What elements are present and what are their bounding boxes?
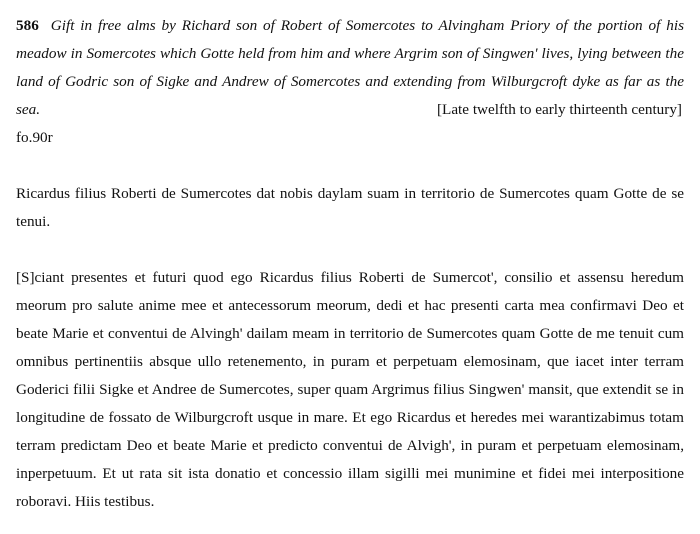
charter-text: [S]ciant presentes et futuri quod ego Ricardus filius Roberti de Sumercot', consilio et assensu heredum meorum pro salute anime mee et antecessorum meorum, dedi et hac presenti carta mea confirmavi Deo et beate Marie et conventui de Alvingh' dailam meam in territorio de Sumercotes quam Gotte de me tenuit cum omnibus pertinentiis absque ullo retenemento, in puram et perpetuam elemosinam, que iacet inter terram Goderici filii Sigke et Andree de Sumercotes, super quam Argrimus filius Singwen' mansit, que extendit se in longitudine de fossato de Wilburgcroft usque in mare. Et ego Ricardus et heredes mei warantizabimus totam terram predictam Deo et beate Marie et predicto conventui de Alvigh', in puram et perpetuam elemosinam, inperpetuum. Et ut rata sit ista donatio et concessio illam sigilli mei munimine et fidei mei interpositione roboravi. Hiis testibus.: [16, 269, 684, 510]
entry-date: [Late twelfth to early thirteenth century]: [436, 101, 682, 118]
latin-rubric: Ricardus filius Roberti de Sumercotes dat nobis daylam suam in territorio de Sumercotes quam Gotte de se tenui.: [16, 185, 684, 230]
folio-reference: fo.90r: [16, 129, 53, 146]
entry-number: 586: [16, 17, 39, 34]
entry-summary: Gift in free alms by Richard son of Robert of Somercotes to Alvingham Priory of the portion of his meadow in Somercotes which Gotte held from him and where Argrim son of Singwen' lives, lying between the land of Godric son of Sigke and Andrew of Somercotes and extending from Wilburgcroft dyke as far as the sea.: [16, 17, 684, 118]
